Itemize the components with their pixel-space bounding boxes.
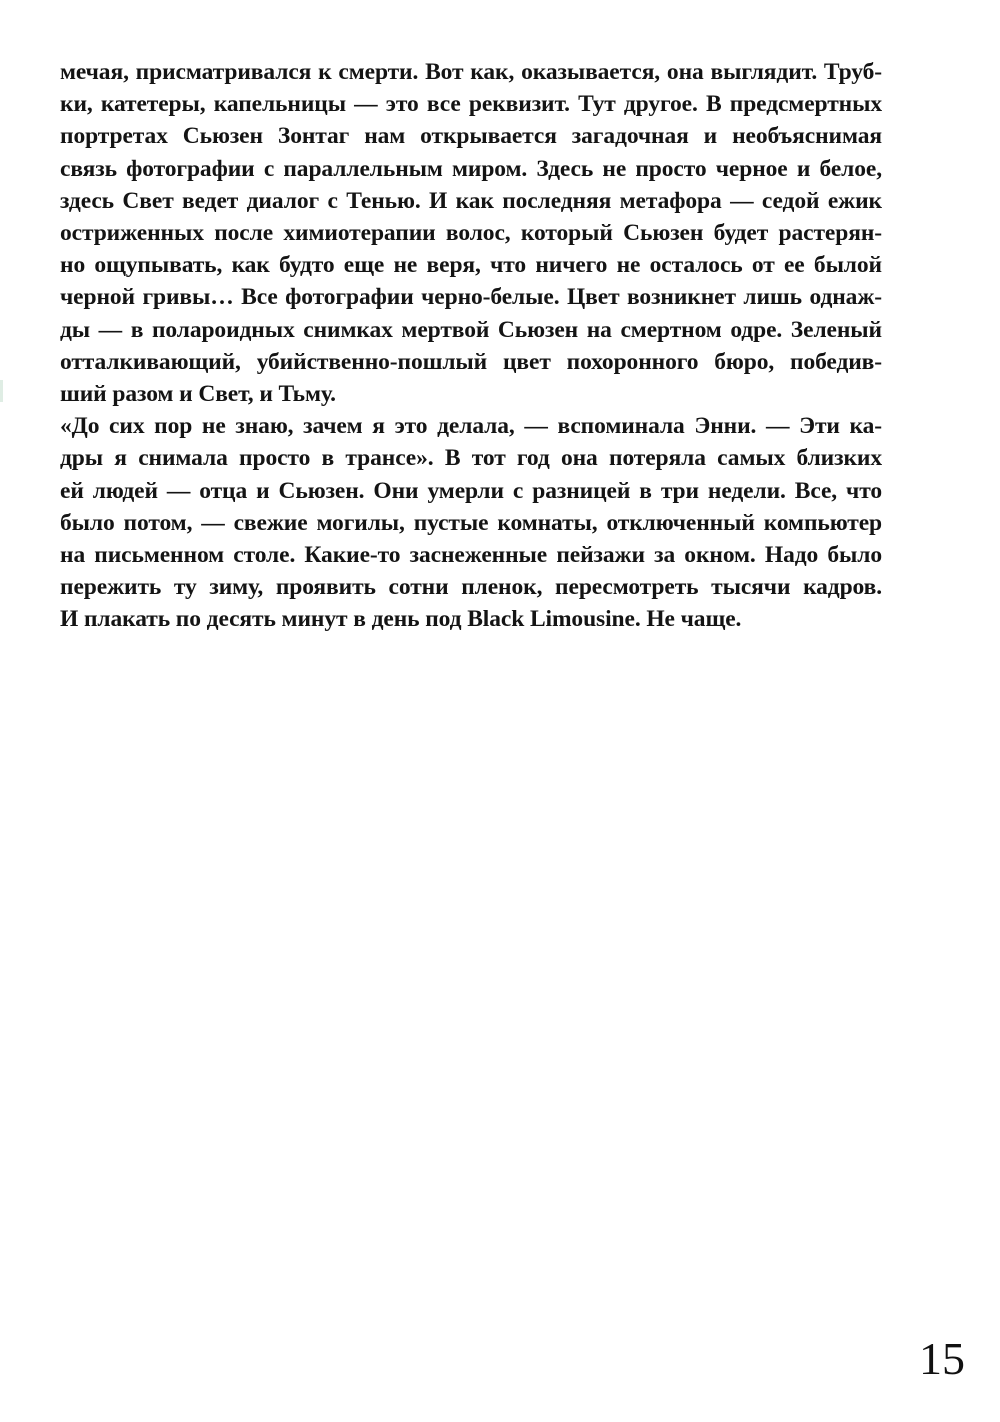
- text-line: мечая, присматривался к смерти. Вот как, оказывается, она выглядит. Труб-: [60, 59, 882, 85]
- text-line: ший разом и Свет, и Тьму.: [60, 381, 336, 408]
- text-line: но ощупывать, как будто еще не веря, что ничего не осталось от ее былой: [60, 252, 882, 279]
- text-line: «До сих пор не знаю, зачем я это делала, — вспоминала Энни. — Эти ка-: [60, 413, 882, 440]
- text-line: ки, катетеры, капельницы — это все реквизит. Тут другое. В предсмертных: [60, 91, 882, 118]
- text-line: портретах Сьюзен Зонтаг нам открывается загадочная и необъяснимая: [60, 123, 882, 150]
- text-line: пережить ту зиму, проявить сотни пленок, пересмотреть тысячи кадров.: [60, 574, 882, 601]
- main-text-block: [60, 56, 882, 636]
- text-line: дры я снимала просто в трансе». В тот год она потеряла самых близких: [60, 445, 882, 472]
- page-number: 15: [919, 1333, 965, 1384]
- paragraph-2: [60, 410, 882, 635]
- paragraph-1: [60, 56, 882, 410]
- text-line: ды — в полароидных снимках мертвой Сьюзен на смертном одре. Зеленый: [60, 316, 882, 343]
- text-line: черной гривы… Все фотографии черно-белые. Цвет возникнет лишь однаж-: [60, 284, 882, 311]
- text-line: было потом, — свежие могилы, пустые комнаты, отключенный компьютер: [60, 509, 882, 536]
- text-line: отталкивающий, убийственно-пошлый цвет похоронного бюро, победив-: [60, 348, 882, 375]
- scan-artifact: [0, 380, 3, 402]
- text-line: здесь Свет ведет диалог с Тенью. И как последняя метафора — седой ежик: [60, 187, 882, 214]
- text-line: остриженных после химиотерапии волос, который Сьюзен будет растерян-: [60, 220, 882, 247]
- text-line: на письменном столе. Какие-то заснеженные пейзажи за окном. Надо было: [60, 542, 882, 569]
- text-line: И плакать по десять минут в день под Black Limousine. Не чаще.: [60, 606, 742, 633]
- text-line: связь фотографии с параллельным миром. Здесь не просто черное и белое,: [60, 155, 882, 182]
- text-line: ей людей — отца и Сьюзен. Они умерли с разницей в три недели. Все, что: [60, 477, 882, 504]
